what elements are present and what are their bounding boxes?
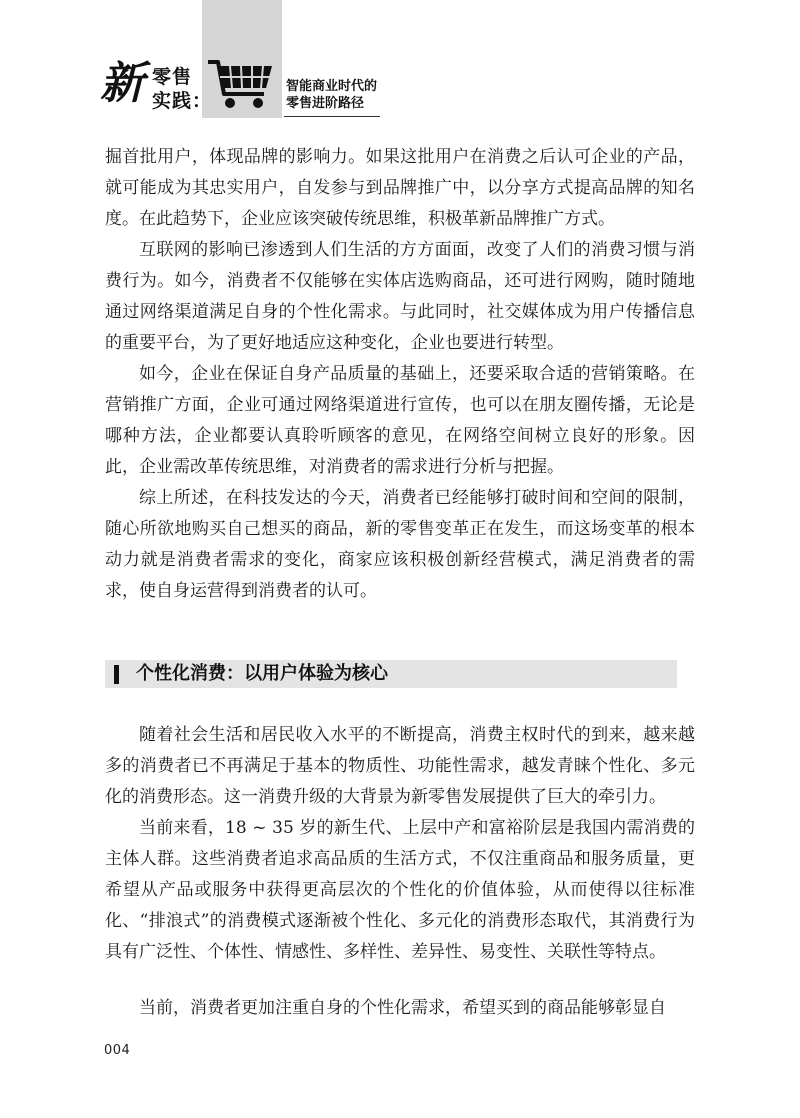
section-title: 个性化消费：以用户体验为核心 (136, 663, 388, 684)
logo-line-1: 零售 (152, 66, 193, 88)
paragraph-7: 当前，消费者更加注重自身的个性化需求，希望买到的商品能够彰显自 (139, 998, 666, 1018)
page-number: 004 (104, 1043, 131, 1058)
shopping-cart-icon (206, 56, 276, 112)
section-marker (114, 665, 119, 684)
subtitle-line-1: 智能商业时代的 (286, 79, 378, 94)
paragraph-2: 互联网的影响已渗透到人们生活的方方面面，改变了人们的消费习惯与消费行为。如今，消费者不仅能够在实体店选购商品，还可进行网购，随时随地通过网络渠道满足自身的个性化需求。与此同时，社交媒体成为用户传播信息的重要平台，为了更好地适应这种变化，企业也要进行转型。 (105, 240, 695, 353)
logo-char: 新 (100, 58, 144, 109)
subtitle-line-2: 零售进阶路径 (286, 96, 365, 111)
paragraph-1: 掘首批用户，体现品牌的影响力。如果这批用户在消费之后认可企业的产品，就可能成为其忠实用户，自发参与到品牌推广中，以分享方式提高品牌的知名度。在此趋势下，企业应该突破传统思维，积极革新品牌推广方式。 (105, 147, 695, 229)
subtitle-underline (284, 116, 380, 117)
paragraph-5: 随着社会生活和居民收入水平的不断提高，消费主权时代的到来，越来越多的消费者已不再满足于基本的物质性、功能性需求，越发青睐个性化、多元化的消费形态。这一消费升级的大背景为新零售发展提供了巨大的牵引力。 (105, 725, 695, 807)
paragraph-3: 如今，企业在保证自身产品质量的基础上，还要采取合适的营销策略。在营销推广方面，企业可通过网络渠道进行宣传，也可以在朋友圈传播，无论是哪种方法，企业都要认真聆听顾客的意见，在网络空间树立良好的形象。因此，企业需改革传统思维，对消费者的需求进行分析与把握。 (105, 364, 695, 477)
paragraph-4: 综上所述，在科技发达的今天，消费者已经能够打破时间和空间的限制，随心所欲地购买自己想买的商品，新的零售变革正在发生，而这场变革的根本动力就是消费者需求的变化，商家应该积极创新经营模式，满足消费者的需求，使自身运营得到消费者的认可。 (105, 488, 695, 601)
paragraph-6: 当前来看，18 ~ 35 岁的新生代、上层中产和富裕阶层是我国内需消费的主体人群。这些消费者追求高品质的生活方式，不仅注重商品和服务质量，更希望从产品或服务中获得更高层次的个性化的价值体验，从而使得以往标准化、“排浪式”的消费模式逐渐被个性化、多元化的消费形态取代，其消费行为具有广泛性、个体性、情感性、多样性、差异性、易变性、关联性等特点。 (105, 818, 695, 962)
logo-line-2: 实践： (152, 90, 213, 112)
